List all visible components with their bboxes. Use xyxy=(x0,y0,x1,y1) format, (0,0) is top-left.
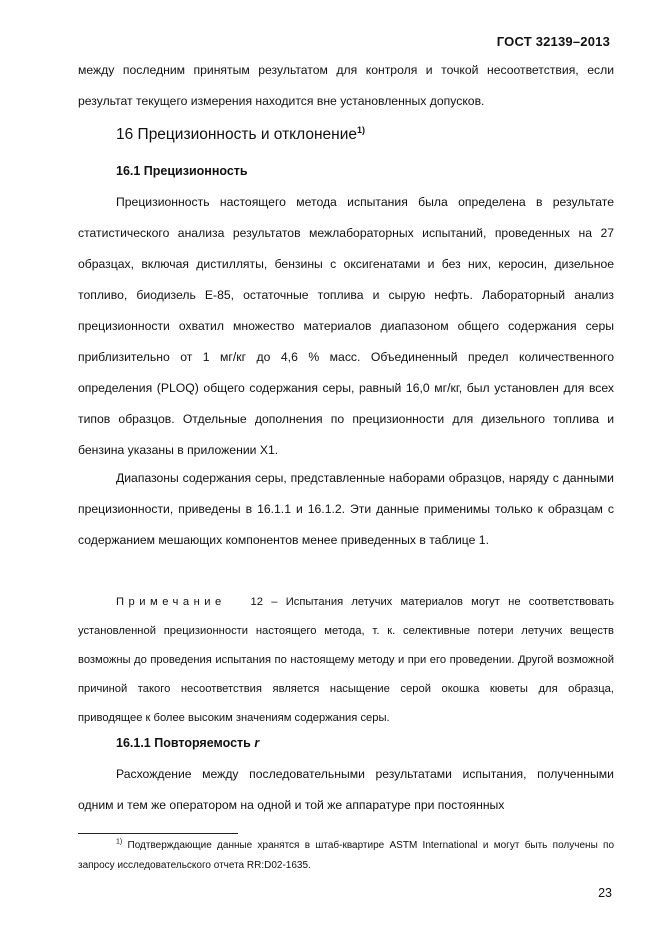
section-16-1-heading: 16.1 Прецизионность xyxy=(116,164,248,178)
note-label: Примечание xyxy=(116,596,226,608)
precision-paragraph: Прецизионность настоящего метода испытания была определена в результате статистического анализа результатов межлабораторных испытаний, проведенных на 27 образцах, включая дистилляты, бензины с оксигенатами и без них, керосин, дизельное топливо, биодизель Е-85, остаточные топлива и сырую нефть. Лабораторный анализ прецизионности охватил множество материалов диапазоном общего содержания серы приблизительно от 1 мг/кг до 4,6 % масс. Объединенный предел количественного определения (PLOQ) общего содержания серы, равный 16,0 мг/кг, был установлен для всех типов образцов. Отдельные дополнения по прецизионности для дизельного топлива и бензина указаны в приложении Х1. xyxy=(78,195,614,457)
section-16-1-1-title: 16.1.1 Повторяемость xyxy=(116,736,251,750)
page-number: 23 xyxy=(598,886,612,900)
footnote-reference: 1) xyxy=(356,124,365,135)
footnote-text: Подтверждающие данные хранятся в штаб-квартире ASTM International и могут быть получены по запросу исследовательского отчета RR:D02-1635. xyxy=(78,840,615,871)
section-16-title: 16 Прецизионность и отклонение xyxy=(116,126,357,143)
section-16-1-1-heading xyxy=(116,734,259,752)
section-16-heading xyxy=(116,124,365,146)
footnote-divider xyxy=(78,833,238,834)
note-text: 12 – Испытания летучих материалов могут не соответствовать установленной прецизионности настоящего метода, т. к. селективные потери летучих веществ возможны до проведения испытания по настоящему методу и при его проведении. Другой возможной причиной такого несоответствия является насыщение серой окошка кюветы для образца, приводящее к более высоким значениям содержания серы. xyxy=(78,596,615,724)
repeatability-symbol: r xyxy=(254,736,260,750)
continued-paragraph: между последним принятым результатом для контроля и точкой несоответствия, если результат текущего измерения находится вне установленных допусков. xyxy=(78,63,614,108)
sulfur-ranges-paragraph: Диапазоны содержания серы, представленные наборами образцов, наряду с данными прецизионности, приведены в 16.1.1 и 16.1.2. Эти данные применимы только к образцам с содержанием мешающих компонентов менее приведенных в таблице 1. xyxy=(78,471,614,547)
footnote xyxy=(78,836,614,876)
footnote-mark: 1) xyxy=(116,838,123,846)
repeatability-paragraph: Расхождение между последовательными результатами испытания, полученными одним и тем же оператором на одной и той же аппаратуре при постоянных xyxy=(78,767,614,812)
note-12 xyxy=(78,588,614,733)
standard-header: ГОСТ 32139–2013 xyxy=(496,34,610,49)
